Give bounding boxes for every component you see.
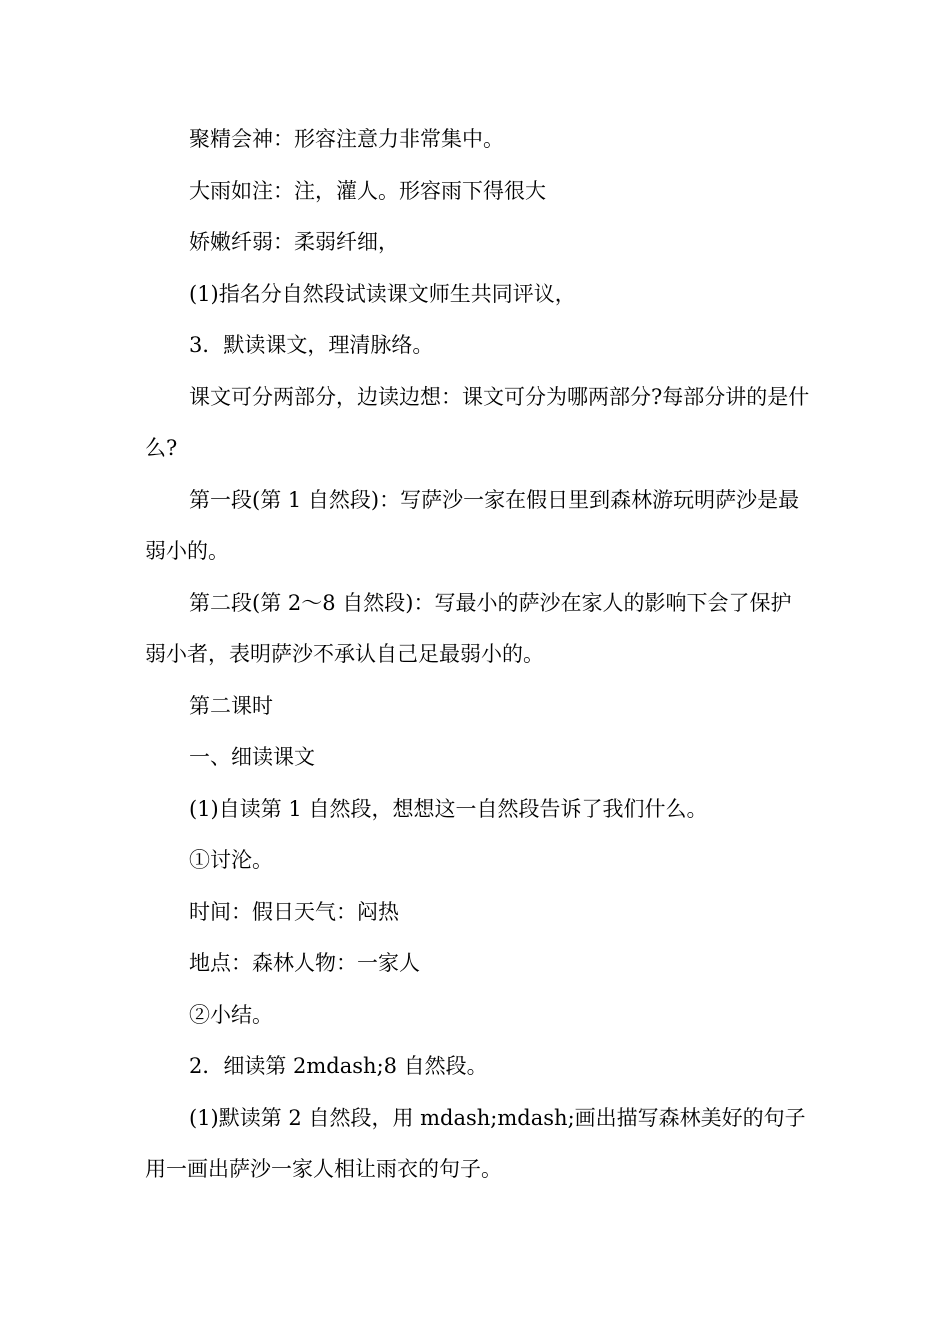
paragraph-8: 第二段(第 2～8 自然段)：写最小的萨沙在家人的影响下会了保护弱小者，表明萨沙不承认自己足最弱小的。 bbox=[145, 590, 792, 666]
paragraph-15: ②小结。 bbox=[189, 1002, 273, 1027]
paragraph-16: 2．细读第 2mdash;8 自然段。 bbox=[189, 1054, 488, 1078]
paragraph-5: 3．默读课文，理清脉络。 bbox=[189, 333, 434, 357]
paragraph-11: (1)自读第 1 自然段，想想这一自然段告诉了我们什么。 bbox=[189, 796, 708, 821]
paragraph-12: ①讨沦。 bbox=[189, 848, 273, 872]
paragraph-3: 娇嫩纤弱：柔弱纤细， bbox=[189, 230, 399, 254]
paragraph-17: (1)默读第 2 自然段，用 mdash;mdash;画出描写森林美好的句子用一画出萨沙一家人相让雨衣的句子。 bbox=[145, 1105, 806, 1181]
paragraph-7: 第一段(第 1 自然段)：写萨沙一家在假日里到森林游玩明萨沙是最弱小的。 bbox=[145, 487, 800, 563]
section-heading-lesson-2: 第二课时 bbox=[189, 693, 273, 718]
document-body bbox=[145, 114, 810, 1196]
paragraph-2: 大雨如注：注，灌人。形容雨下得很大 bbox=[189, 178, 546, 203]
paragraph-1: 聚精会神：形容注意力非常集中。 bbox=[189, 127, 504, 151]
paragraph-13: 时间：假日天气：闷热 bbox=[189, 899, 399, 924]
paragraph-4: (1)指名分自然段试读课文师生共同评议， bbox=[189, 281, 576, 306]
section-heading-close-reading: 一、细读课文 bbox=[189, 745, 315, 769]
paragraph-14: 地点：森林人物：一家人 bbox=[189, 951, 420, 975]
paragraph-6: 课文可分两部分，边读边想：课文可分为哪两部分?每部分讲的是什么? bbox=[145, 384, 810, 460]
